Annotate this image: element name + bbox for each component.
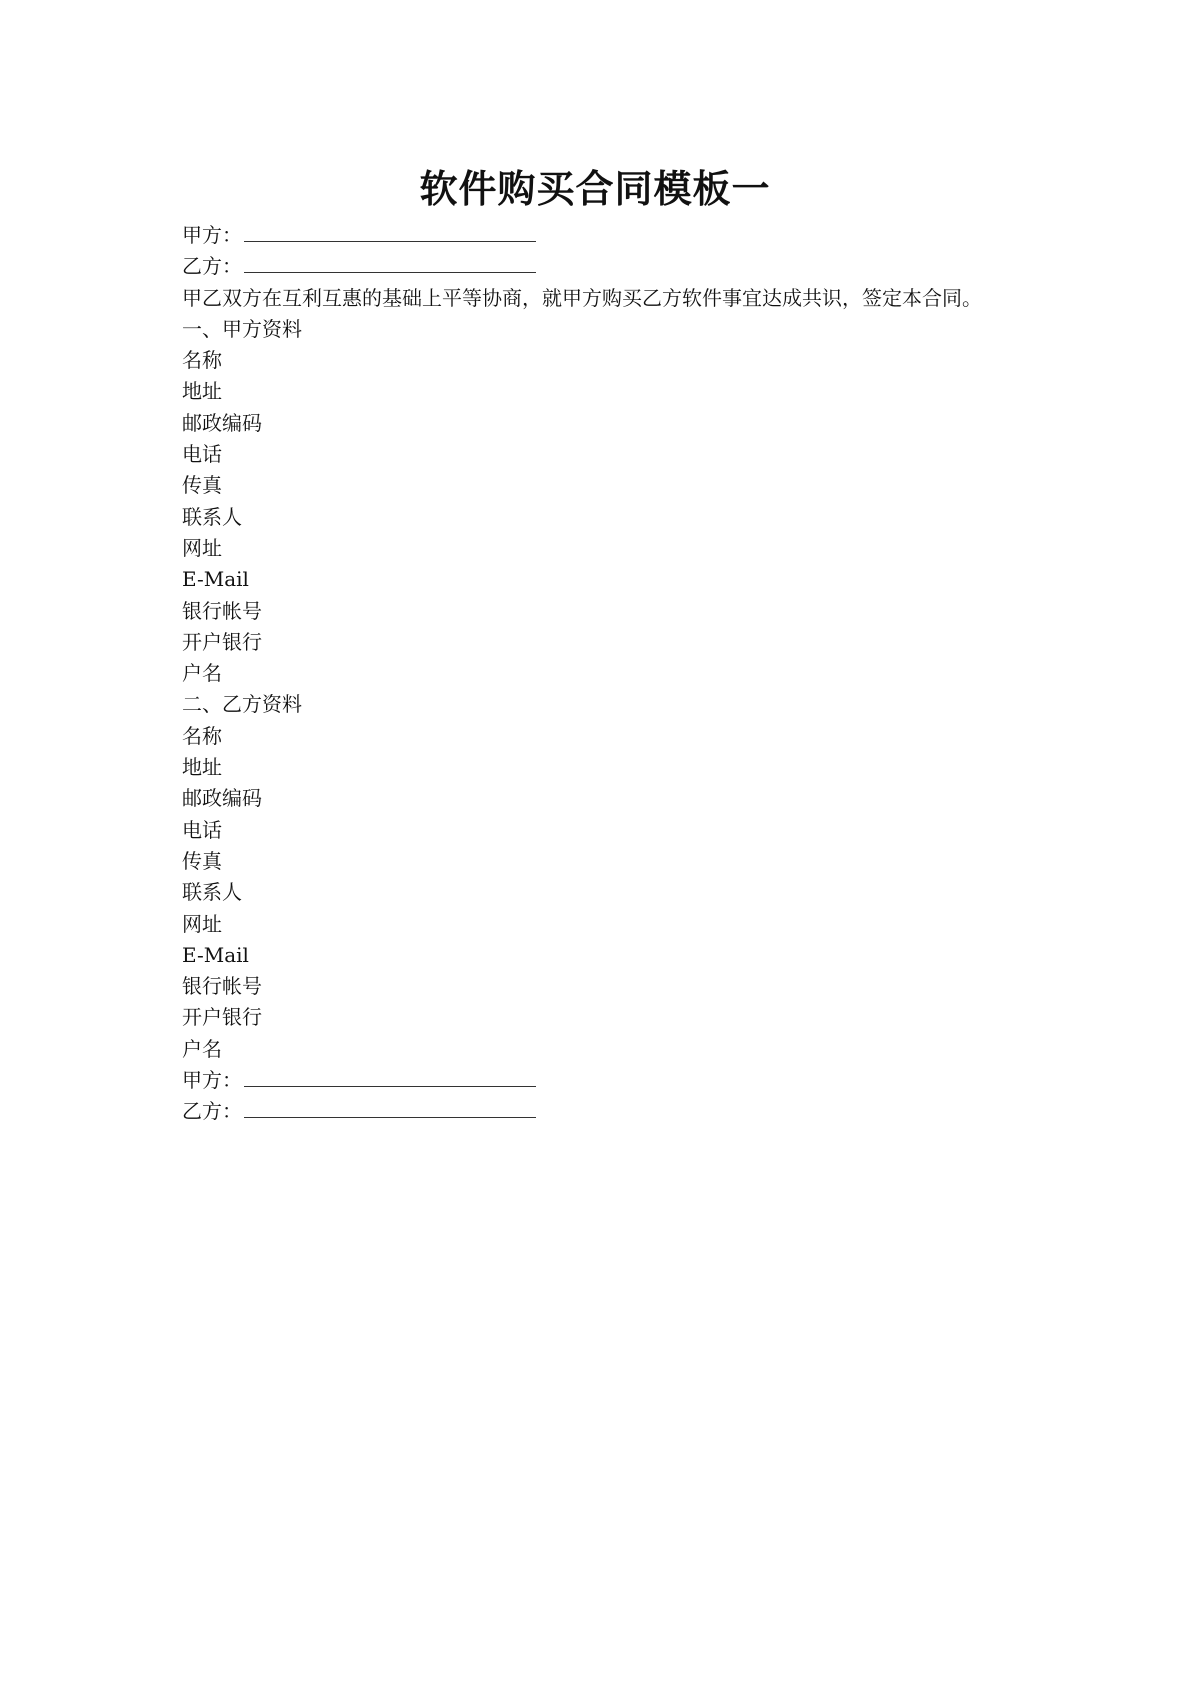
signature-party-a-label: 甲方： xyxy=(182,1068,242,1093)
party-b-blank[interactable] xyxy=(244,254,536,273)
section-a-field: 银行帐号 xyxy=(182,598,262,623)
section-a-field: E-Mail xyxy=(182,567,249,592)
signature-party-b-blank[interactable] xyxy=(244,1099,536,1118)
party-a-blank[interactable] xyxy=(244,223,536,242)
section-a-field: 电话 xyxy=(182,442,222,467)
document-title: 软件购买合同模板一 xyxy=(419,167,771,211)
section-b-field: 名称 xyxy=(182,723,222,748)
section-b-field: 地址 xyxy=(182,755,222,780)
party-a-line xyxy=(182,220,982,251)
section-b-field: 电话 xyxy=(182,817,222,842)
section-a-field: 户名 xyxy=(182,661,222,686)
party-b-line xyxy=(182,251,982,282)
section-a-field: 网址 xyxy=(182,535,222,560)
section-a-field: 联系人 xyxy=(182,504,242,529)
section-a-field: 开户银行 xyxy=(182,629,262,654)
section-b-field: 户名 xyxy=(182,1036,222,1061)
section-b-field: 联系人 xyxy=(182,880,242,905)
section-b-field: 银行帐号 xyxy=(182,974,262,999)
section-b-heading: 二、乙方资料 xyxy=(182,692,302,717)
section-b-field: E-Mail xyxy=(182,942,249,967)
signature-party-a xyxy=(182,1065,982,1096)
signature-party-a-blank[interactable] xyxy=(244,1068,536,1087)
party-a-label: 甲方： xyxy=(182,223,242,247)
document-body xyxy=(182,220,982,1128)
section-b-field: 邮政编码 xyxy=(182,786,262,811)
section-b-field: 传真 xyxy=(182,848,222,873)
section-a-field: 地址 xyxy=(182,379,222,404)
section-b-field: 开户银行 xyxy=(182,1005,262,1030)
section-a-field: 传真 xyxy=(182,473,222,498)
party-b-label: 乙方： xyxy=(182,254,242,279)
section-a-field: 名称 xyxy=(182,348,222,373)
section-a-field: 邮政编码 xyxy=(182,410,262,435)
signature-party-b xyxy=(182,1096,982,1127)
section-b-field: 网址 xyxy=(182,911,222,936)
intro-paragraph: 甲乙双方在互利互惠的基础上平等协商，就甲方购买乙方软件事宜达成共识，签定本合同。 xyxy=(182,285,982,310)
signature-party-b-label: 乙方： xyxy=(182,1099,242,1124)
section-a-heading: 一、甲方资料 xyxy=(182,316,302,341)
